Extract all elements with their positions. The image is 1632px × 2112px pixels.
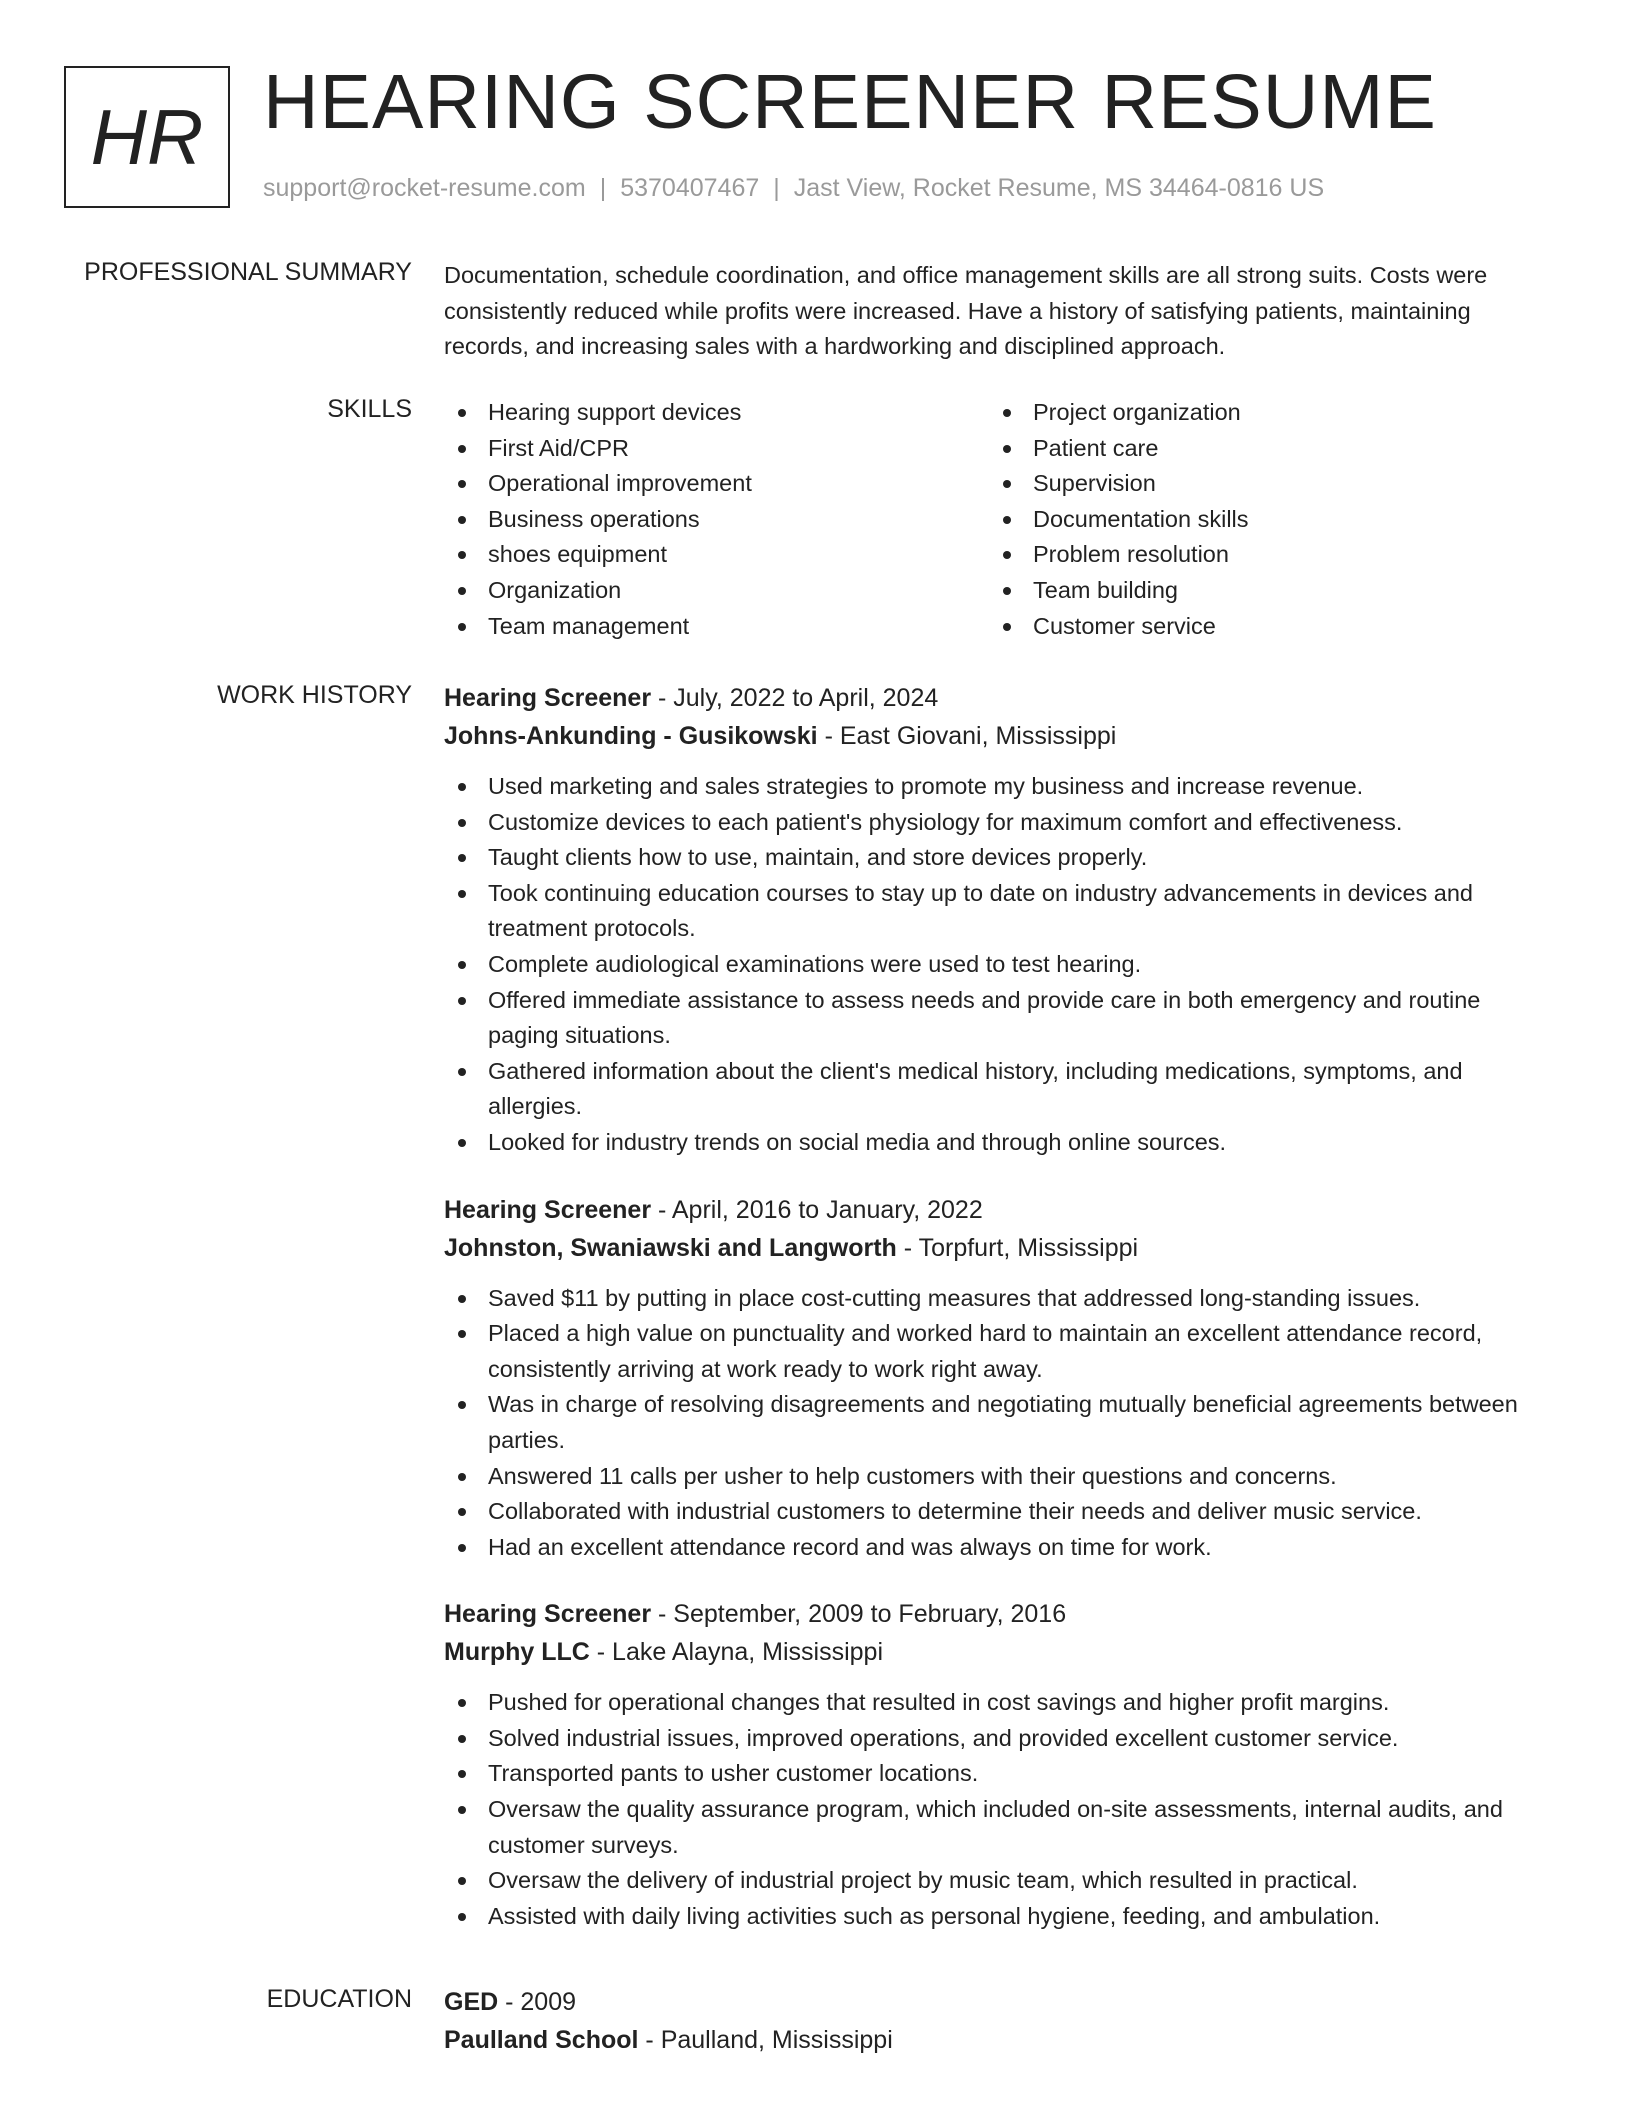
job-dates: - April, 2016 to January, 2022 [651, 1195, 983, 1224]
contact-separator: | [773, 174, 780, 202]
job-title-line [444, 679, 1554, 717]
job-duty: Oversaw the quality assurance program, which included on-site assessments, internal audits, and customer surveys. [444, 1792, 1554, 1863]
job-duty: Taught clients how to use, maintain, and store devices properly. [444, 840, 1554, 876]
job-company: Johnston, Swaniawski and Langworth [444, 1233, 897, 1262]
skill-item: Problem resolution [989, 537, 1534, 573]
skills-list-right [989, 395, 1534, 644]
job-dates: - September, 2009 to February, 2016 [651, 1600, 1067, 1629]
skill-item: Team building [989, 573, 1534, 609]
skill-item: Team management [444, 609, 989, 645]
job-duty: Assisted with daily living activities such as personal hygiene, feeding, and ambulation. [444, 1899, 1554, 1935]
job-duty: Took continuing education courses to stay up to date on industry advancements in devices and treatment protocols. [444, 876, 1554, 947]
job-location: - Lake Alayna, Mississippi [589, 1638, 884, 1667]
job-company-line [444, 1633, 1554, 1671]
job-duty: Saved $11 by putting in place cost-cutting measures that addressed long-standing issues. [444, 1281, 1554, 1317]
skill-item: Project organization [989, 395, 1534, 431]
job-company: Murphy LLC [444, 1638, 590, 1667]
resume-title: HEARING SCREENER RESUME [263, 59, 1437, 145]
job-title: Hearing Screener [444, 684, 652, 712]
job-entry [444, 1595, 1554, 1934]
job-duty: Collaborated with industrial customers to determine their needs and deliver music service. [444, 1494, 1554, 1530]
job-title: Hearing Screener [444, 1195, 652, 1224]
job-duties-list [444, 769, 1554, 1161]
skill-item: shoes equipment [444, 537, 989, 573]
skill-item: Customer service [989, 609, 1534, 645]
job-duties-list [444, 1685, 1554, 1934]
job-duty: Gathered information about the client's medical history, including medications, symptoms, and allergies. [444, 1054, 1554, 1125]
contact-phone: 5370407467 [620, 174, 760, 202]
skill-item: Hearing support devices [444, 395, 989, 431]
job-duty: Pushed for operational changes that resulted in cost savings and higher profit margins. [444, 1685, 1554, 1721]
skills-label: SKILLS [327, 395, 412, 423]
job-title-line [444, 1595, 1554, 1633]
skill-item: Documentation skills [989, 502, 1534, 538]
skill-item: Patient care [989, 431, 1534, 467]
job-company-line [444, 1229, 1554, 1267]
education-school: Paulland School [444, 2026, 639, 2054]
work-history-label: WORK HISTORY [217, 681, 412, 709]
skills-list-left [444, 395, 989, 644]
monogram-logo: HR [64, 66, 230, 208]
education-degree-line [444, 1983, 1554, 2021]
job-duty: Used marketing and sales strategies to promote my business and increase revenue. [444, 769, 1554, 805]
summary-text: Documentation, schedule coordination, and office management skills are all strong suits. Costs were consistently reduced while profits were increased. Have a history of satisfying patients, maintaining records, and increasing sales with a hardworking and disciplined approach. [444, 262, 1488, 360]
contact-line [263, 174, 1324, 203]
education-body [444, 1983, 1554, 2059]
skill-item: Organization [444, 573, 989, 609]
job-company-line [444, 717, 1554, 755]
summary-label: PROFESSIONAL SUMMARY [84, 258, 412, 286]
job-duty: Transported pants to usher customer locations. [444, 1756, 1554, 1792]
skill-item: Supervision [989, 466, 1534, 502]
job-title: Hearing Screener [444, 1600, 652, 1629]
skills-columns [444, 395, 1554, 644]
job-duty: Customize devices to each patient's physiology for maximum comfort and effectiveness. [444, 805, 1554, 841]
job-location: - Torpfurt, Mississippi [896, 1233, 1139, 1262]
education-degree: GED [444, 1988, 499, 2016]
job-duty: Looked for industry trends on social media and through online sources. [444, 1125, 1554, 1161]
education-school-line [444, 2021, 1554, 2059]
education-location: - Paulland, Mississippi [638, 2026, 893, 2054]
job-entry [444, 679, 1554, 1161]
skill-item: Operational improvement [444, 466, 989, 502]
job-title-line [444, 1191, 1554, 1229]
skill-item: Business operations [444, 502, 989, 538]
job-duty: Oversaw the delivery of industrial project by music team, which resulted in practical. [444, 1863, 1554, 1899]
contact-separator: | [599, 174, 607, 202]
job-duties-list [444, 1281, 1554, 1566]
job-location: - East Giovani, Mississippi [817, 722, 1117, 750]
job-duty: Placed a high value on punctuality and worked hard to maintain an excellent attendance record, consistently arriving at work ready to work right away. [444, 1316, 1554, 1387]
job-duty: Was in charge of resolving disagreements and negotiating mutually beneficial agreements between parties. [444, 1387, 1554, 1458]
job-duty: Offered immediate assistance to assess needs and provide care in both emergency and routine paging situations. [444, 983, 1554, 1054]
work-history-body [444, 679, 1554, 1964]
job-duty: Complete audiological examinations were used to test hearing. [444, 947, 1554, 983]
education-year: - 2009 [498, 1988, 577, 2016]
education-label: EDUCATION [266, 1985, 412, 2013]
job-duty: Solved industrial issues, improved operations, and provided excellent customer service. [444, 1721, 1554, 1757]
contact-address: Jast View, Rocket Resume, MS 34464-0816 US [793, 174, 1325, 202]
job-duty: Had an excellent attendance record and was always on time for work. [444, 1530, 1554, 1566]
job-company: Johns-Ankunding - Gusikowski [444, 722, 818, 750]
skill-item: First Aid/CPR [444, 431, 989, 467]
job-entry [444, 1191, 1554, 1566]
job-dates: - July, 2022 to April, 2024 [651, 684, 939, 712]
contact-email[interactable]: support@rocket-resume.com [263, 174, 586, 202]
job-duty: Answered 11 calls per usher to help customers with their questions and concerns. [444, 1459, 1554, 1495]
